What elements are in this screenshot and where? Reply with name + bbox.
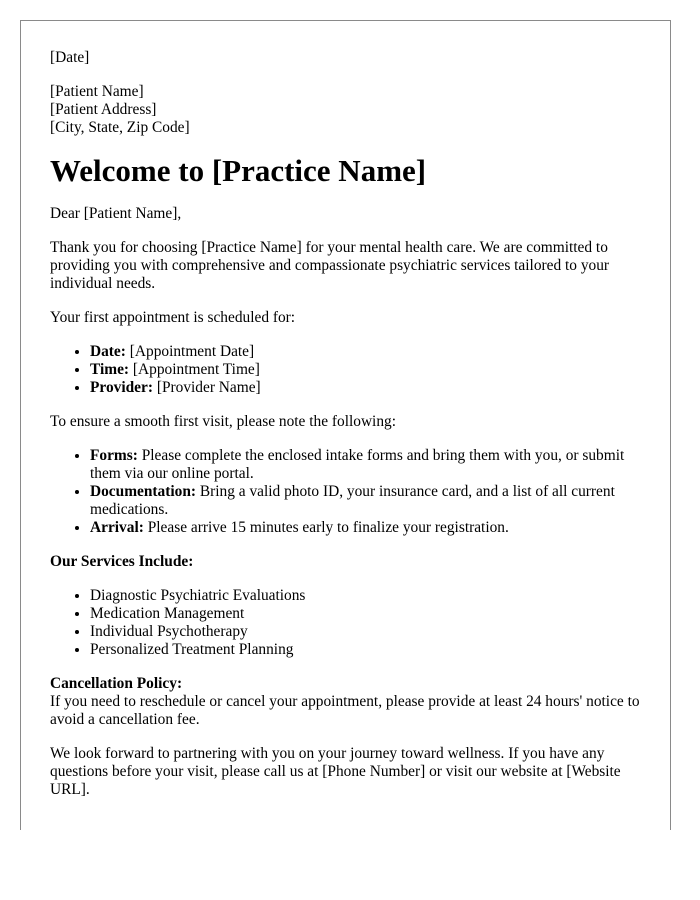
recipient-city-state-zip: [City, State, Zip Code] xyxy=(50,119,190,136)
documentation-item xyxy=(90,483,650,519)
visit-instructions-list xyxy=(50,447,650,537)
services-list xyxy=(50,587,650,659)
appointment-time-item xyxy=(90,361,650,379)
item-label: Date: xyxy=(90,343,126,360)
recipient-address: [Patient Address] xyxy=(50,101,157,118)
recipient-address-block xyxy=(50,83,650,137)
item-value: [Appointment Date] xyxy=(125,343,255,360)
arrival-item xyxy=(90,519,650,537)
item-value: Please complete the enclosed intake forms and bring them with you, or submit them via our online portal. xyxy=(90,447,625,482)
intro-paragraph: Thank you for choosing [Practice Name] for your mental health care. We are committed to providing you with comprehensive and compassionate psychiatric services tailored to your individual needs. xyxy=(50,239,610,292)
services-heading: Our Services Include: xyxy=(50,553,194,570)
item-value: Please arrive 15 minutes early to finalize your registration. xyxy=(143,519,509,536)
recipient-name: [Patient Name] xyxy=(50,83,144,100)
letter-title: Welcome to [Practice Name] xyxy=(50,153,427,188)
item-label: Arrival: xyxy=(90,519,144,536)
service-item: • Individual Psychotherapy xyxy=(90,623,650,641)
item-label: Documentation: xyxy=(90,483,197,500)
forms-item xyxy=(90,447,650,483)
item-label: Provider: xyxy=(90,379,153,396)
service-item: • Personalized Treatment Planning xyxy=(90,641,650,659)
item-value: [Provider Name] xyxy=(152,379,261,396)
cancellation-policy-text: If you need to reschedule or cancel your appointment, please provide at least 24 hours' notice to avoid a cancellation fee. xyxy=(50,693,640,728)
appointment-provider-item xyxy=(90,379,650,397)
item-value: [Appointment Time] xyxy=(129,361,260,378)
closing-paragraph: We look forward to partnering with you on your journey toward wellness. If you have any questions before your visit, please call us at [Phone Number] or visit our website at [Website URL]. xyxy=(50,745,621,798)
cancellation-policy-heading: Cancellation Policy: xyxy=(50,675,183,692)
item-label: Forms: xyxy=(90,447,138,464)
salutation: Dear [Patient Name], xyxy=(50,205,182,222)
letter-page xyxy=(20,20,671,830)
item-label: Time: xyxy=(90,361,130,378)
item-value: Bring a valid photo ID, your insurance card, and a list of all current medications. xyxy=(90,483,615,518)
letter-date: [Date] xyxy=(50,49,90,66)
service-item: • Medication Management xyxy=(90,605,650,623)
appointment-date-item xyxy=(90,343,650,361)
appointment-details-list xyxy=(50,343,650,397)
visit-intro: To ensure a smooth first visit, please note the following: xyxy=(50,413,397,430)
service-item: • Diagnostic Psychiatric Evaluations xyxy=(90,587,650,605)
appointment-intro: Your first appointment is scheduled for: xyxy=(50,309,296,326)
